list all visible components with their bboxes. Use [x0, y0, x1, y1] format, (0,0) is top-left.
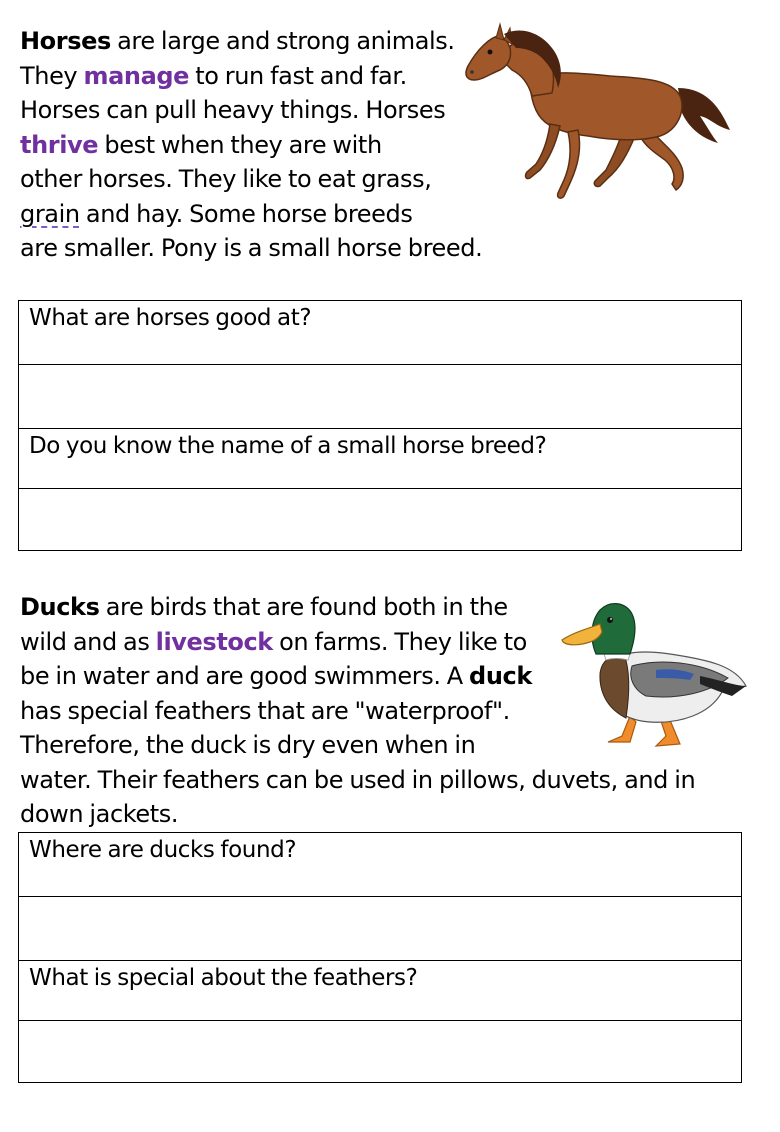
horse-line-3 — [20, 93, 482, 128]
horse-line-6 — [20, 197, 482, 232]
text: and hay. Some horse breeds — [79, 199, 413, 228]
text: are large and strong animals. — [110, 27, 455, 55]
text: down jackets. — [20, 800, 179, 828]
duck-line-7 — [20, 797, 695, 832]
answer-row[interactable] — [19, 365, 742, 429]
vocab-thrive: thrive — [20, 130, 99, 159]
horse-line-4 — [20, 128, 482, 163]
text: has special feathers that are "waterproof". — [20, 696, 510, 725]
horse-line-5 — [20, 162, 482, 197]
question-row: Do you know the name of a small horse breed? — [19, 429, 742, 489]
keyword-ducks: Ducks — [20, 593, 100, 621]
duck-line-6 — [20, 763, 695, 798]
question-row: What is special about the feathers? — [19, 961, 742, 1021]
spellcheck-word-grain: grain — [20, 199, 80, 228]
horse-line-7 — [20, 231, 482, 266]
text: best when they are with — [98, 130, 382, 159]
question-row: Where are ducks found? — [19, 833, 742, 897]
text: are birds that are found both in the — [99, 593, 508, 621]
text: Therefore, the duck is dry even when in — [20, 731, 476, 759]
text: water. Their feathers can be used in pillows, duvets, and in — [20, 765, 696, 794]
keyword-horses: Horses — [20, 27, 111, 55]
duck-illustration — [560, 596, 750, 752]
text: They — [20, 61, 84, 90]
answer-row[interactable] — [19, 897, 742, 961]
horse-line-2 — [20, 59, 482, 94]
horse-paragraph — [20, 24, 482, 266]
horse-illustration — [460, 18, 740, 208]
text: be in water and are good swimmers. A — [20, 662, 470, 690]
text: are smaller. Pony is a small horse breed. — [20, 234, 483, 262]
duck-questions-table — [18, 832, 742, 1083]
text: other horses. They like to eat grass, — [20, 165, 432, 193]
keyword-duck: duck — [469, 662, 532, 690]
text: wild and as — [20, 627, 156, 656]
answer-row[interactable] — [19, 1021, 742, 1083]
text: to run fast and far. — [189, 61, 407, 90]
vocab-livestock: livestock — [155, 627, 273, 656]
text: on farms. They like to — [272, 627, 527, 656]
answer-row[interactable] — [19, 489, 742, 551]
horse-line-1 — [20, 24, 482, 59]
question-row: What are horses good at? — [19, 301, 742, 365]
text: Horses can pull heavy things. Horses — [20, 96, 446, 124]
vocab-manage: manage — [83, 61, 190, 90]
horse-questions-table — [18, 300, 742, 551]
